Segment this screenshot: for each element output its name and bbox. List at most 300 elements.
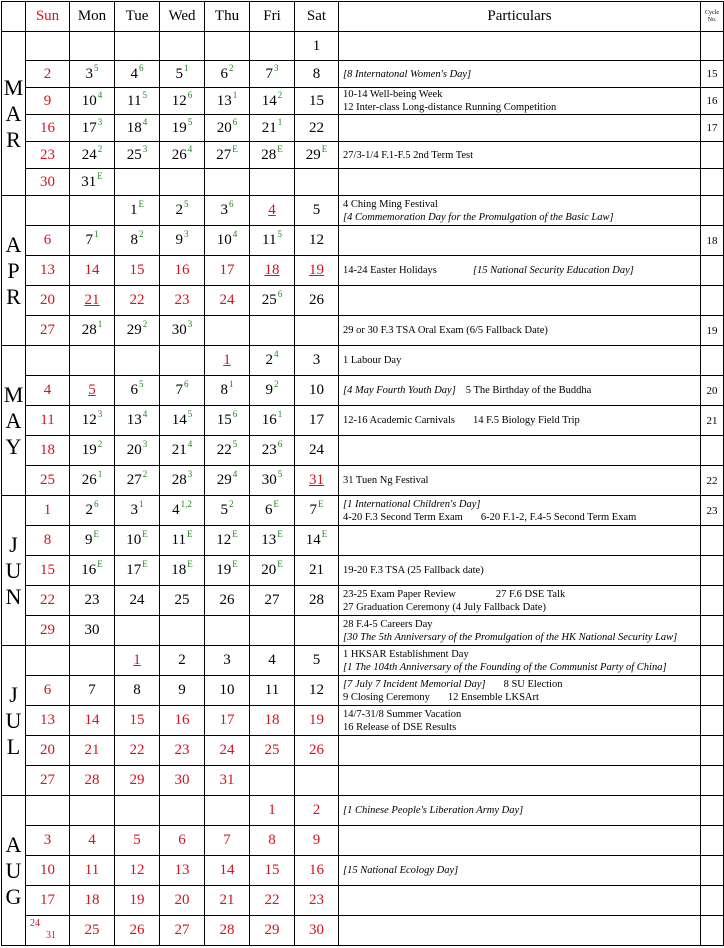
event-text: 12-16 Academic Carnivals (343, 415, 455, 426)
cycle-day-marker: 4 (142, 409, 148, 419)
week-row (2, 286, 724, 316)
event-line (343, 708, 700, 721)
day-cell (70, 169, 115, 196)
day-number: 16 (174, 262, 190, 278)
day-number: 5 (88, 382, 96, 398)
event-text: 27/3-1/4 F.1-F.5 2nd Term Test (343, 149, 474, 161)
day-cell (26, 466, 70, 496)
day-cell (115, 61, 160, 88)
day-number: 17 (40, 892, 55, 908)
particulars-cell (339, 796, 701, 826)
cycle-day-marker: 3 (184, 229, 189, 239)
day-number: 3 (220, 202, 228, 218)
day-number: 28 (261, 146, 277, 163)
day-cell (295, 916, 339, 946)
cycle-number (701, 586, 724, 616)
day-cell (295, 676, 339, 706)
cycle-number (701, 436, 724, 466)
week-row (2, 32, 724, 61)
day-cell (115, 826, 160, 856)
day-number: 5 (312, 652, 321, 668)
week-row (2, 646, 724, 676)
event-text: 19-20 F.3 TSA (25 Fallback date) (343, 565, 484, 576)
day-cell (250, 856, 295, 886)
day-cell (70, 316, 115, 346)
cycle-day-marker: 4 (187, 143, 193, 154)
day-number: 20 (40, 742, 55, 758)
day-number: 15 (216, 412, 232, 428)
day-cell (250, 256, 295, 286)
day-cell (250, 376, 295, 406)
day-cell (160, 916, 205, 946)
cycle-number (701, 286, 724, 316)
cycle-number (701, 32, 724, 61)
cycle-day-marker: E (142, 559, 148, 569)
event-text: 14 F.5 Biology Field Trip (472, 415, 580, 426)
day-cell (70, 886, 115, 916)
day-cell (26, 436, 70, 466)
day-cell (250, 169, 295, 196)
cycle-number (701, 196, 724, 226)
day-cell (295, 169, 339, 196)
month-letter: J (9, 531, 18, 557)
event-text: 6-20 F.1-2, F.4-5 Second Term Exam (480, 511, 637, 523)
particulars-cell (339, 226, 701, 256)
day-number: 10 (40, 862, 55, 878)
day-cell (160, 406, 205, 436)
cycle-day-marker: 3 (142, 143, 148, 154)
particulars-cell (339, 586, 701, 616)
day-number: 7 (175, 382, 183, 398)
day-number: 23 (84, 592, 100, 608)
day-cell (160, 826, 205, 856)
event-text: 10-14 Well-being Week (343, 89, 443, 100)
day-cell (26, 115, 70, 142)
month-label (2, 646, 26, 796)
cycle-day-marker: 3 (97, 116, 103, 127)
day-cell (26, 676, 70, 706)
day-cell (26, 796, 70, 826)
week-row (2, 346, 724, 376)
day-number: 18 (126, 119, 142, 136)
day-number: 3 (223, 652, 231, 668)
day-number: 24 (219, 742, 235, 758)
cycle-day-marker: 5 (139, 379, 144, 389)
day-number: 23 (261, 442, 277, 458)
particulars-cell (339, 406, 701, 436)
week-row (2, 706, 724, 736)
day-number: 11 (262, 232, 277, 248)
event-line (343, 601, 700, 614)
day-cell (250, 886, 295, 916)
day-header-thu: Thu (205, 2, 250, 32)
particulars-cell (339, 466, 701, 496)
day-number: 4 (43, 382, 52, 398)
day-number: 29 (305, 146, 321, 163)
day-number: 5 (312, 202, 321, 218)
event-line (343, 564, 700, 577)
day-cell (26, 826, 70, 856)
day-cell (26, 376, 70, 406)
day-cell (26, 226, 70, 256)
day-cell (160, 616, 205, 646)
day-cell (160, 169, 205, 196)
week-row (2, 61, 724, 88)
day-number: 30 (40, 173, 55, 190)
day-number: 14 (84, 262, 100, 278)
event-line (343, 864, 700, 877)
particulars-cell (339, 646, 701, 676)
day-number: 28 (81, 322, 97, 338)
day-number: 19 (129, 892, 145, 908)
day-number: 8 (220, 382, 228, 398)
observance-text: [1 The 104th Anniversary of the Founding of the Communist Party of China] (343, 661, 667, 673)
day-cell (205, 316, 250, 346)
cycle-day-marker: 1 (277, 116, 283, 127)
cycle-number (701, 556, 724, 586)
day-cell (205, 406, 250, 436)
day-number: 26 (81, 472, 97, 488)
day-number: 30 (174, 772, 190, 788)
cycle-day-marker: 1,2 (180, 499, 192, 509)
day-number: 31 (309, 472, 324, 488)
day-cell (70, 226, 115, 256)
day-number: 26 (309, 742, 324, 758)
day-cell (205, 616, 250, 646)
week-row (2, 226, 724, 256)
day-number: 4 (130, 65, 138, 82)
day-number: 20 (174, 892, 190, 908)
day-cell (250, 796, 295, 826)
day-cell (26, 556, 70, 586)
cycle-number (701, 886, 724, 916)
cycle-number (701, 616, 724, 646)
day-cell (26, 32, 70, 61)
event-line (343, 88, 700, 101)
cycle-number: 15 (701, 61, 724, 88)
day-cell (115, 766, 160, 796)
particulars-cell (339, 316, 701, 346)
cycle-day-marker: E (142, 529, 148, 539)
day-number: 1 (133, 652, 141, 668)
cycle-day-marker: 1 (94, 229, 99, 239)
day-number: 19 (216, 562, 232, 578)
day-cell (70, 32, 115, 61)
day-cell (70, 142, 115, 169)
day-cell (250, 406, 295, 436)
day-cell (160, 466, 205, 496)
day-cell (205, 376, 250, 406)
particulars-cell (339, 676, 701, 706)
day-cell (160, 706, 205, 736)
day-cell (295, 142, 339, 169)
day-cell (26, 706, 70, 736)
day-number: 11 (40, 412, 55, 428)
day-number: 4 (88, 832, 96, 848)
month-letter: Y (5, 433, 22, 459)
day-number: 17 (81, 119, 97, 136)
day-cell (70, 256, 115, 286)
day-cell (205, 226, 250, 256)
day-cell (70, 196, 115, 226)
day-number: 11 (84, 862, 100, 878)
day-cell (160, 736, 205, 766)
day-number: 31 (46, 930, 56, 941)
day-cell (250, 196, 295, 226)
particulars-cell (339, 706, 701, 736)
day-number: 27 (216, 146, 232, 163)
day-number: 17 (126, 562, 142, 578)
day-number: 20 (216, 119, 232, 136)
day-cell (250, 826, 295, 856)
day-cell (250, 346, 295, 376)
day-number: 2 (175, 202, 183, 218)
month-letter: G (5, 883, 22, 909)
cycle-number (701, 646, 724, 676)
day-cell (205, 196, 250, 226)
day-number: 12 (81, 412, 97, 428)
cycle-day-marker: 6 (277, 289, 283, 299)
day-cell (250, 286, 295, 316)
particulars-cell (339, 32, 701, 61)
cycle-number (701, 142, 724, 169)
month-letter: U (5, 857, 22, 883)
cycle-number: 18 (701, 226, 724, 256)
day-cell (115, 676, 160, 706)
day-number: 27 (40, 772, 55, 788)
event-line (343, 721, 700, 734)
day-number: 1 (223, 352, 231, 368)
day-number: 19 (309, 712, 324, 728)
day-cell (70, 496, 115, 526)
cycle-day-marker: 6 (187, 89, 193, 100)
event-line (343, 384, 700, 397)
cycle-day-marker: 6 (232, 409, 238, 419)
day-number: 6 (178, 832, 186, 848)
cycle-day-marker: 2 (229, 499, 234, 509)
particulars-cell (339, 556, 701, 586)
day-cell (70, 556, 115, 586)
day-number: 15 (40, 562, 55, 578)
day-number: 7 (88, 682, 96, 698)
day-cell (115, 556, 160, 586)
day-number: 7 (309, 502, 317, 518)
cycle-day-marker: 1 (97, 319, 103, 329)
week-row (2, 142, 724, 169)
observance-text: [30 The 5th Anniversary of the Promulgation of the HK National Security Law] (343, 631, 678, 643)
day-header-tue: Tue (115, 2, 160, 32)
day-number: 1 (312, 37, 321, 54)
day-cell (70, 61, 115, 88)
day-header-wed: Wed (160, 2, 205, 32)
day-cell (160, 526, 205, 556)
cycle-day-marker: 2 (142, 319, 148, 329)
day-cell (160, 346, 205, 376)
day-cell (115, 856, 160, 886)
cycle-day-marker: 1 (229, 379, 234, 389)
cycle-day-marker: E (273, 499, 279, 509)
particulars-header: Particulars (339, 2, 701, 32)
day-cell (70, 286, 115, 316)
day-number: 20 (261, 562, 277, 578)
day-cell (205, 466, 250, 496)
day-number: 25 (174, 592, 190, 608)
event-text: 31 Tuen Ng Festival (343, 475, 429, 486)
day-cell (115, 115, 160, 142)
observance-text: [1 International Children's Day] (343, 498, 481, 510)
cycle-day-marker: 6 (277, 439, 283, 449)
event-line (343, 101, 700, 114)
day-cell (70, 706, 115, 736)
day-header-mon: Mon (70, 2, 115, 32)
day-cell (115, 256, 160, 286)
cycle-number (701, 346, 724, 376)
day-number: 12 (216, 532, 232, 548)
day-cell (250, 556, 295, 586)
day-number: 29 (216, 472, 232, 488)
event-text: 8 SU Election (503, 678, 563, 690)
month-letter: R (6, 283, 21, 309)
day-cell (160, 796, 205, 826)
day-number: 23 (40, 146, 55, 163)
day-cell (295, 796, 339, 826)
day-cell (70, 796, 115, 826)
day-number: 25 (126, 146, 142, 163)
day-cell (250, 88, 295, 115)
day-cell (70, 736, 115, 766)
day-cell (160, 586, 205, 616)
observance-text: [7 July 7 Incident Memorial Day] (343, 678, 486, 690)
day-number: 30 (261, 472, 277, 488)
cycle-day-marker: 5 (277, 229, 282, 239)
week-row (2, 376, 724, 406)
day-number: 21 (219, 892, 235, 908)
cycle-number: 17 (701, 115, 724, 142)
day-cell (295, 826, 339, 856)
day-cell (26, 736, 70, 766)
day-number: 7 (85, 232, 93, 248)
day-number: 27 (40, 322, 55, 338)
event-text: 27 F.6 DSE Talk (495, 588, 566, 600)
day-number: 18 (264, 262, 280, 278)
particulars-cell (339, 286, 701, 316)
day-number: 28 (171, 472, 187, 488)
day-cell (26, 586, 70, 616)
day-cell (295, 466, 339, 496)
event-text: 12 Ensemble LKSArt (447, 691, 539, 703)
day-cell (26, 616, 70, 646)
event-line (343, 198, 700, 211)
day-cell (295, 346, 339, 376)
month-letter: U (5, 707, 22, 733)
cycle-day-marker: E (232, 559, 238, 569)
day-number: 24 (219, 292, 235, 308)
day-cell (26, 496, 70, 526)
day-cell (115, 316, 160, 346)
day-number: 24 (81, 146, 97, 163)
week-row (2, 526, 724, 556)
event-line (343, 474, 700, 487)
month-letter: R (6, 126, 21, 152)
day-cell (115, 226, 160, 256)
month-letter: A (5, 831, 22, 857)
day-cell (70, 346, 115, 376)
week-row (2, 736, 724, 766)
cycle-day-marker: E (318, 499, 324, 509)
day-number: 5 (133, 832, 141, 848)
day-number: 29 (40, 622, 55, 638)
day-cell (295, 526, 339, 556)
week-row (2, 586, 724, 616)
event-line (343, 648, 700, 661)
day-number: 9 (43, 92, 52, 109)
particulars-cell (339, 856, 701, 886)
week-row (2, 616, 724, 646)
day-cell (70, 856, 115, 886)
day-cell (295, 115, 339, 142)
cycle-day-marker: 2 (97, 143, 103, 154)
cycle-number (701, 526, 724, 556)
day-cell (250, 646, 295, 676)
day-cell (70, 826, 115, 856)
day-cell (250, 586, 295, 616)
day-cell (115, 586, 160, 616)
day-cell (70, 916, 115, 946)
day-cell (295, 88, 339, 115)
event-line (343, 324, 700, 337)
day-number: 16 (309, 862, 324, 878)
day-number: 10 (219, 682, 235, 698)
cycle-number: 23 (701, 496, 724, 526)
day-cell (205, 61, 250, 88)
cycle-day-marker: E (232, 529, 238, 539)
day-cell (205, 142, 250, 169)
day-number: 30 (171, 322, 187, 338)
week-row (2, 196, 724, 226)
event-text: 12 Inter-class Long-distance Running Competition (343, 102, 557, 113)
day-number: 2 (265, 352, 273, 368)
week-row (2, 826, 724, 856)
day-cell (115, 736, 160, 766)
day-cell (160, 376, 205, 406)
event-line (343, 691, 700, 704)
day-number: 9 (178, 682, 186, 698)
calendar-body (2, 32, 724, 946)
cycle-day-marker: 6 (232, 116, 238, 127)
day-number: 29 (264, 922, 280, 938)
cycle-number (701, 256, 724, 286)
day-number: 4 (172, 502, 180, 518)
cycle-day-marker: 4 (187, 439, 193, 449)
day-cell (160, 226, 205, 256)
day-cell (295, 196, 339, 226)
day-number: 25 (261, 292, 277, 308)
day-number: 28 (219, 922, 235, 938)
day-cell (26, 886, 70, 916)
day-number: 9 (265, 382, 273, 398)
day-number: 12 (309, 232, 324, 248)
day-cell (295, 32, 339, 61)
day-number: 6 (265, 502, 273, 518)
day-cell (295, 706, 339, 736)
month-letter: A (5, 231, 22, 257)
cycle-no-header (701, 2, 724, 32)
cycle-day-marker: 4 (97, 89, 103, 100)
cycle-day-marker: 5 (187, 116, 193, 127)
day-cell (115, 196, 160, 226)
day-number: 8 (312, 65, 321, 82)
day-number: 8 (268, 832, 276, 848)
